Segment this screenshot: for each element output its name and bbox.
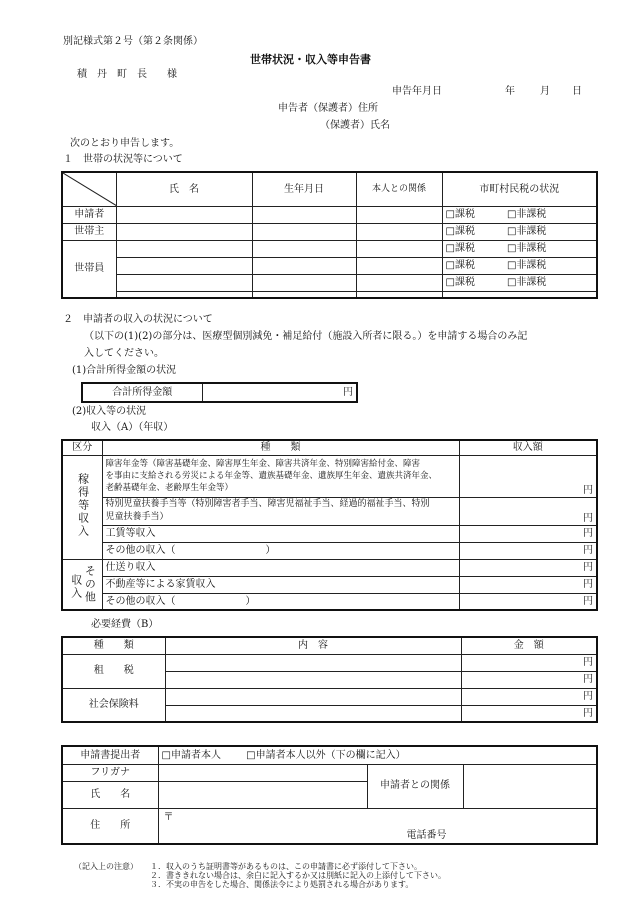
amount-cell[interactable] <box>461 671 597 688</box>
nontax-checkbox[interactable]: □非課税 <box>506 260 547 272</box>
item-other2: その他の収入（ ） <box>102 593 459 610</box>
exp-col-amount: 金 額 <box>461 637 597 654</box>
col-birth: 生年月日 <box>252 172 356 207</box>
row-applicant: 申請者 <box>62 207 116 224</box>
pension-line3: 老齢基礎年金、老齢厚生年金等） <box>105 483 234 494</box>
section2-note2: 入してください。 <box>84 348 164 359</box>
group-earned-label: 稼得等収入 <box>76 472 90 538</box>
group-other <box>62 559 102 610</box>
amount-cell[interactable] <box>461 705 597 722</box>
diagonal-cell <box>62 172 116 207</box>
self-checkbox[interactable]: □申請者本人 <box>161 749 221 761</box>
cell[interactable] <box>252 207 356 224</box>
special-line1: 特別児童扶養手当等（特別障害者手当、障害児福祉手当、経過的福祉手当、特別 <box>105 499 430 510</box>
cell[interactable] <box>165 654 461 671</box>
tax-checkbox[interactable]: □課税 <box>445 260 475 272</box>
total-income-label: 合計所得金額 <box>82 383 202 402</box>
day-label: 日 <box>572 86 582 97</box>
group-other-label-b: 収入 <box>69 574 83 601</box>
tax-cell[interactable] <box>442 258 597 275</box>
postal-mark: 〒 <box>163 811 174 823</box>
amount-cell[interactable] <box>461 654 597 671</box>
col-kind: 種 類 <box>102 440 459 455</box>
sub1-title: (1)合計所得金額の状況 <box>72 365 177 376</box>
item-other1: その他の収入（ ） <box>102 542 459 559</box>
submitter-label: 申請書提出者 <box>62 746 158 764</box>
cell[interactable] <box>356 258 442 275</box>
pension-line2: を事由に支給される労災による年金等、遺族基礎年金、遺族厚生年金、遺族共済年金、 <box>105 470 438 481</box>
nontax-checkbox[interactable]: □非課税 <box>506 243 547 255</box>
item-special <box>102 497 459 525</box>
cell[interactable] <box>116 258 252 275</box>
note-1: １．収入のうち証明書等があるものは、この申請書に必ず添付して下さい。 <box>150 862 422 871</box>
total-income-value[interactable] <box>202 383 357 402</box>
cell[interactable] <box>116 275 252 292</box>
amount-cell[interactable] <box>459 455 597 497</box>
submitter-table <box>61 745 598 845</box>
nontax-checkbox[interactable]: □非課税 <box>506 226 547 238</box>
name-input[interactable] <box>158 781 367 808</box>
form-number: 別記様式第２号（第２条関係） <box>63 36 203 47</box>
cell[interactable] <box>116 224 252 241</box>
note-3: ３．不実の申告をした場合、関係法令により処罰される場合があります。 <box>150 880 414 889</box>
col-amount: 収入額 <box>459 440 597 455</box>
cell[interactable] <box>356 275 442 292</box>
exp-row-tax: 租 税 <box>62 654 165 688</box>
exp-row-insurance: 社会保険料 <box>62 688 165 722</box>
relation-label: 申請者との関係 <box>367 764 463 808</box>
amount-cell[interactable] <box>459 559 597 576</box>
page-title: 世帯状況・収入等申告書 <box>250 53 371 66</box>
cell[interactable] <box>252 258 356 275</box>
yen-unit: 円 <box>343 386 353 398</box>
yen-unit: 円 <box>583 544 593 556</box>
notes-label: （記入上の注意） <box>74 862 138 871</box>
furigana-label: フリガナ <box>62 764 158 781</box>
address-input[interactable] <box>158 808 597 844</box>
special-line2: 児童扶養手当） <box>105 512 169 522</box>
cell <box>252 292 356 298</box>
sub2-title: (2)収入等の状況 <box>72 406 147 417</box>
amount-cell[interactable] <box>461 688 597 705</box>
cell <box>356 292 442 298</box>
cell <box>442 292 597 298</box>
col-relation: 本人との関係 <box>356 172 442 207</box>
submitter-options[interactable] <box>158 746 597 764</box>
item-remit: 仕送り収入 <box>102 559 459 576</box>
cell[interactable] <box>252 275 356 292</box>
yen-unit: 円 <box>583 656 593 668</box>
intro-text: 次のとおり申告します。 <box>70 138 180 149</box>
exp-col-kind: 種 類 <box>62 637 165 654</box>
cell[interactable] <box>356 224 442 241</box>
yen-unit: 円 <box>583 561 593 573</box>
yen-unit: 円 <box>583 707 593 719</box>
tax-cell[interactable] <box>442 275 597 292</box>
month-label: 月 <box>540 86 550 97</box>
expense-b-title: 必要経費（B） <box>91 619 159 630</box>
yen-unit: 円 <box>583 595 593 607</box>
cell[interactable] <box>116 241 252 258</box>
yen-unit: 円 <box>583 673 593 685</box>
item-rent: 不動産等による家賃収入 <box>102 576 459 593</box>
yen-unit: 円 <box>583 513 593 524</box>
tax-checkbox[interactable]: □課税 <box>445 277 475 289</box>
cell[interactable] <box>165 688 461 705</box>
applicant-address-label: 申告者（保護者）住所 <box>278 103 378 114</box>
cell[interactable] <box>165 671 461 688</box>
tax-cell[interactable] <box>442 241 597 258</box>
group-other-label-a: その他 <box>83 564 97 604</box>
cell[interactable] <box>356 207 442 224</box>
furigana-input[interactable] <box>158 764 367 781</box>
income-a-title: 収入（A）（年収） <box>91 422 174 433</box>
amount-cell[interactable] <box>459 542 597 559</box>
applicant-name-label: （保護者）氏名 <box>320 120 390 131</box>
yen-unit: 円 <box>583 578 593 590</box>
exp-col-content: 内 容 <box>165 637 461 654</box>
amount-cell[interactable] <box>459 525 597 542</box>
cell[interactable] <box>252 241 356 258</box>
tax-checkbox[interactable]: □課税 <box>445 209 475 221</box>
item-pension <box>102 455 459 497</box>
other-checkbox[interactable]: □申請者本人以外（下の欄に記入） <box>246 749 406 761</box>
row-householder: 世帯主 <box>62 224 116 241</box>
total-income-table <box>81 382 358 403</box>
address-label: 住 所 <box>62 808 158 844</box>
date-label: 申告年月日 <box>392 86 442 97</box>
section2-note1: （以下の(1)(2)の部分は、医療型個別減免・補足給付（施設入所者に限る。）を申請する場合のみ記 <box>84 331 528 342</box>
tax-checkbox[interactable]: □課税 <box>445 243 475 255</box>
yen-unit: 円 <box>583 527 593 539</box>
cell[interactable] <box>116 207 252 224</box>
section2-title: ２ 申請者の収入の状況について <box>63 314 213 325</box>
tax-cell[interactable] <box>442 207 597 224</box>
amount-cell[interactable] <box>459 497 597 525</box>
cell <box>116 292 252 298</box>
cell[interactable] <box>165 705 461 722</box>
group-earned <box>62 455 102 559</box>
note-2: ２．書ききれない場合は、余白に記入するか又は別紙に記入の上添付して下さい。 <box>150 871 446 880</box>
col-name: 氏 名 <box>116 172 252 207</box>
col-tax: 市町村民税の状況 <box>442 172 597 207</box>
item-wage: 工賃等収入 <box>102 525 459 542</box>
relation-input[interactable] <box>463 764 597 808</box>
yen-unit: 円 <box>583 485 593 496</box>
pension-line1: 障害年金等（障害基礎年金、障害厚生年金、障害共済年金、特別障害給付金、障害 <box>105 458 421 469</box>
nontax-checkbox[interactable]: □非課税 <box>506 209 547 221</box>
cell[interactable] <box>356 241 442 258</box>
row-members: 世帯員 <box>62 241 116 298</box>
amount-cell[interactable] <box>459 593 597 610</box>
tax-cell[interactable] <box>442 224 597 241</box>
yen-unit: 円 <box>583 690 593 702</box>
name-label: 氏 名 <box>62 781 158 808</box>
col-kubun: 区分 <box>62 440 102 455</box>
addressee: 積 丹 町 長 様 <box>77 69 177 80</box>
phone-label: 電話番号 <box>406 829 447 841</box>
income-table <box>61 439 598 611</box>
nontax-checkbox[interactable]: □非課税 <box>506 277 547 289</box>
cell[interactable] <box>252 224 356 241</box>
tax-checkbox[interactable]: □課税 <box>445 226 475 238</box>
year-label: 年 <box>505 86 515 97</box>
amount-cell[interactable] <box>459 576 597 593</box>
expense-table <box>61 636 598 723</box>
household-table <box>61 171 598 299</box>
section1-title: １ 世帯の状況等について <box>63 154 183 165</box>
